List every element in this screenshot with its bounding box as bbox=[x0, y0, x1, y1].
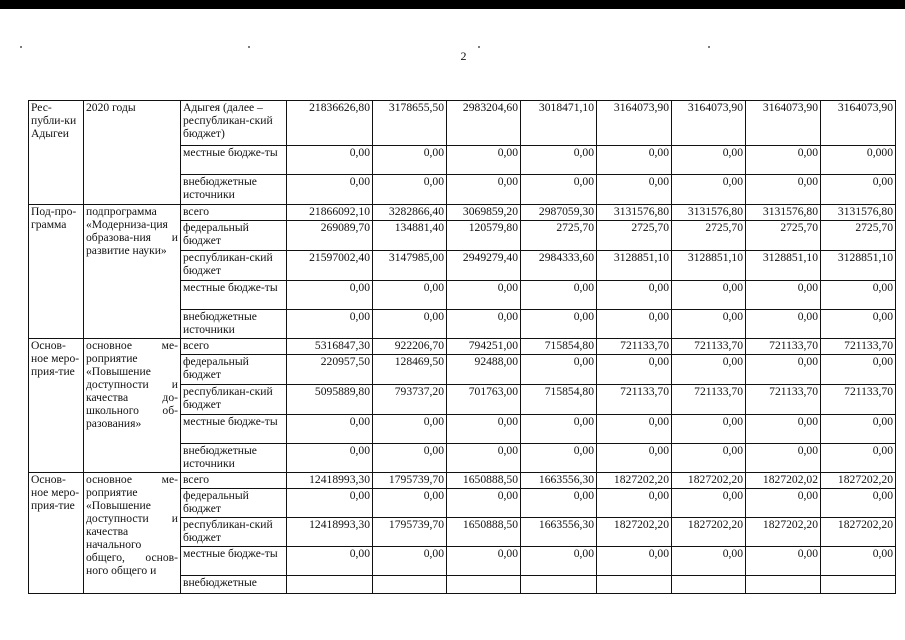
amount-cell: 721133,70 bbox=[597, 339, 672, 355]
amount-cell: 0,000 bbox=[821, 146, 896, 175]
amount-cell: 721133,70 bbox=[746, 339, 821, 355]
amount-cell: 1827202,20 bbox=[821, 473, 896, 489]
amount-cell: 721133,70 bbox=[746, 385, 821, 415]
funding-source-cell: местные бюдже-ты bbox=[181, 281, 287, 310]
amount-cell: 0,00 bbox=[821, 281, 896, 310]
amount-cell: 0,00 bbox=[821, 310, 896, 339]
funding-source-cell: республикан-ский бюджет bbox=[181, 251, 287, 281]
amount-cell: 0,00 bbox=[447, 415, 521, 444]
amount-cell: 220957,50 bbox=[287, 355, 373, 385]
amount-cell: 1795739,70 bbox=[373, 473, 447, 489]
page-number: 2 bbox=[460, 49, 467, 63]
funding-source-cell: внебюджетные источники bbox=[181, 444, 287, 473]
funding-source-cell: местные бюдже-ты bbox=[181, 547, 287, 576]
scan-speck bbox=[248, 46, 250, 48]
amount-cell: 1663556,30 bbox=[521, 518, 597, 547]
table-row bbox=[29, 473, 896, 489]
amount-cell: 0,00 bbox=[521, 310, 597, 339]
amount-cell: 715854,80 bbox=[521, 385, 597, 415]
amount-cell: 0,00 bbox=[597, 146, 672, 175]
amount-cell: 0,00 bbox=[447, 547, 521, 576]
amount-cell: 3128851,10 bbox=[597, 251, 672, 281]
amount-cell: 1827202,20 bbox=[672, 473, 746, 489]
amount-cell: 0,00 bbox=[287, 310, 373, 339]
amount-cell: 0,00 bbox=[672, 310, 746, 339]
amount-cell: 1827202,20 bbox=[597, 473, 672, 489]
amount-cell: 1827202,20 bbox=[672, 518, 746, 547]
funding-source-cell: республикан-ский бюджет bbox=[181, 518, 287, 547]
amount-cell: 1827202,20 bbox=[821, 518, 896, 547]
amount-cell: 269089,70 bbox=[287, 221, 373, 251]
scan-speck bbox=[20, 46, 22, 48]
amount-cell: 0,00 bbox=[287, 146, 373, 175]
amount-cell: 0,00 bbox=[821, 444, 896, 473]
amount-cell: 3164073,90 bbox=[597, 101, 672, 146]
amount-cell: 128469,50 bbox=[373, 355, 447, 385]
amount-cell: 0,00 bbox=[373, 175, 447, 205]
scan-speck bbox=[708, 46, 710, 48]
amount-cell bbox=[373, 576, 447, 594]
amount-cell: 3164073,90 bbox=[672, 101, 746, 146]
amount-cell: 0,00 bbox=[746, 415, 821, 444]
amount-cell: 0,00 bbox=[597, 415, 672, 444]
scan-speck bbox=[478, 46, 480, 48]
amount-cell: 1827202,20 bbox=[597, 518, 672, 547]
amount-cell: 721133,70 bbox=[821, 339, 896, 355]
amount-cell: 0,00 bbox=[521, 146, 597, 175]
amount-cell: 0,00 bbox=[287, 415, 373, 444]
program-name-cell: подпрограмма «Модерниза-ция образова-ния и развитие науки» bbox=[84, 205, 181, 339]
amount-cell: 0,00 bbox=[521, 444, 597, 473]
amount-cell: 0,00 bbox=[287, 547, 373, 576]
amount-cell: 2987059,30 bbox=[521, 205, 597, 221]
amount-cell: 2725,70 bbox=[597, 221, 672, 251]
amount-cell: 1827202,02 bbox=[746, 473, 821, 489]
program-name-cell: основное ме-роприятие «Повышение доступности и качества начального общего, основ-ного общего и bbox=[84, 473, 181, 594]
amount-cell: 3131576,80 bbox=[821, 205, 896, 221]
funding-source-cell: федеральный бюджет bbox=[181, 489, 287, 518]
amount-cell: 1663556,30 bbox=[521, 473, 597, 489]
amount-cell: 0,00 bbox=[672, 444, 746, 473]
amount-cell: 0,00 bbox=[746, 355, 821, 385]
amount-cell: 3128851,10 bbox=[821, 251, 896, 281]
funding-source-cell: всего bbox=[181, 473, 287, 489]
amount-cell: 0,00 bbox=[746, 175, 821, 205]
amount-cell: 21836626,80 bbox=[287, 101, 373, 146]
amount-cell: 701763,00 bbox=[447, 385, 521, 415]
amount-cell: 21866092,10 bbox=[287, 205, 373, 221]
amount-cell: 0,00 bbox=[746, 547, 821, 576]
amount-cell: 2725,70 bbox=[746, 221, 821, 251]
amount-cell: 3131576,80 bbox=[597, 205, 672, 221]
amount-cell: 0,00 bbox=[746, 444, 821, 473]
funding-source-cell: федеральный бюджет bbox=[181, 355, 287, 385]
amount-cell: 5316847,30 bbox=[287, 339, 373, 355]
amount-cell: 0,00 bbox=[672, 415, 746, 444]
amount-cell: 0,00 bbox=[373, 281, 447, 310]
amount-cell: 0,00 bbox=[287, 175, 373, 205]
amount-cell: 0,00 bbox=[287, 489, 373, 518]
amount-cell: 2984333,60 bbox=[521, 251, 597, 281]
amount-cell: 0,00 bbox=[521, 415, 597, 444]
amount-cell: 0,00 bbox=[672, 355, 746, 385]
funding-source-cell: внебюджетные источники bbox=[181, 310, 287, 339]
status-cell: Основ-ное меро-прия-тие bbox=[29, 473, 84, 594]
amount-cell bbox=[287, 576, 373, 594]
funding-source-cell: Адыгея (далее – республикан-ский бюджет) bbox=[181, 101, 287, 146]
amount-cell: 0,00 bbox=[287, 444, 373, 473]
amount-cell: 0,00 bbox=[447, 310, 521, 339]
amount-cell: 721133,70 bbox=[672, 385, 746, 415]
amount-cell: 12418993,30 bbox=[287, 473, 373, 489]
amount-cell: 0,00 bbox=[373, 146, 447, 175]
table-row bbox=[29, 205, 896, 221]
amount-cell: 3131576,80 bbox=[672, 205, 746, 221]
status-cell: Рес-публи-ки Адыгеи bbox=[29, 101, 84, 205]
amount-cell: 0,00 bbox=[746, 146, 821, 175]
amount-cell: 0,00 bbox=[373, 310, 447, 339]
amount-cell: 0,00 bbox=[672, 547, 746, 576]
amount-cell: 3131576,80 bbox=[746, 205, 821, 221]
amount-cell: 92488,00 bbox=[447, 355, 521, 385]
table-row bbox=[29, 101, 896, 146]
amount-cell: 0,00 bbox=[521, 281, 597, 310]
amount-cell: 0,00 bbox=[746, 281, 821, 310]
amount-cell: 0,00 bbox=[447, 444, 521, 473]
amount-cell: 0,00 bbox=[373, 489, 447, 518]
amount-cell: 3282866,40 bbox=[373, 205, 447, 221]
amount-cell: 0,00 bbox=[597, 547, 672, 576]
amount-cell: 0,00 bbox=[597, 444, 672, 473]
amount-cell: 2725,70 bbox=[521, 221, 597, 251]
amount-cell: 0,00 bbox=[821, 489, 896, 518]
amount-cell: 715854,80 bbox=[521, 339, 597, 355]
amount-cell: 0,00 bbox=[447, 489, 521, 518]
amount-cell: 0,00 bbox=[672, 146, 746, 175]
funding-source-cell: внебюджетные источники bbox=[181, 175, 287, 205]
amount-cell: 3069859,20 bbox=[447, 205, 521, 221]
amount-cell: 794251,00 bbox=[447, 339, 521, 355]
amount-cell: 3018471,10 bbox=[521, 101, 597, 146]
amount-cell: 1827202,20 bbox=[746, 518, 821, 547]
amount-cell: 120579,80 bbox=[447, 221, 521, 251]
amount-cell bbox=[672, 576, 746, 594]
amount-cell bbox=[521, 576, 597, 594]
funding-source-cell: внебюджетные bbox=[181, 576, 287, 594]
amount-cell: 0,00 bbox=[521, 355, 597, 385]
amount-cell: 721133,70 bbox=[821, 385, 896, 415]
amount-cell bbox=[821, 576, 896, 594]
amount-cell: 721133,70 bbox=[597, 385, 672, 415]
amount-cell: 3178655,50 bbox=[373, 101, 447, 146]
amount-cell: 922206,70 bbox=[373, 339, 447, 355]
amount-cell: 0,00 bbox=[672, 489, 746, 518]
amount-cell: 0,00 bbox=[746, 489, 821, 518]
amount-cell: 0,00 bbox=[373, 547, 447, 576]
amount-cell: 1650888,50 bbox=[447, 473, 521, 489]
program-name-cell: 2020 годы bbox=[84, 101, 181, 205]
amount-cell bbox=[746, 576, 821, 594]
amount-cell: 0,00 bbox=[597, 175, 672, 205]
amount-cell: 1795739,70 bbox=[373, 518, 447, 547]
amount-cell: 0,00 bbox=[521, 489, 597, 518]
amount-cell: 0,00 bbox=[373, 444, 447, 473]
table-row bbox=[29, 339, 896, 355]
amount-cell bbox=[597, 576, 672, 594]
amount-cell: 0,00 bbox=[597, 310, 672, 339]
amount-cell: 1650888,50 bbox=[447, 518, 521, 547]
amount-cell bbox=[447, 576, 521, 594]
amount-cell: 12418993,30 bbox=[287, 518, 373, 547]
amount-cell: 0,00 bbox=[447, 281, 521, 310]
amount-cell: 0,00 bbox=[672, 175, 746, 205]
amount-cell: 0,00 bbox=[672, 281, 746, 310]
amount-cell: 0,00 bbox=[821, 175, 896, 205]
amount-cell: 3147985,00 bbox=[373, 251, 447, 281]
amount-cell: 2725,70 bbox=[821, 221, 896, 251]
status-cell: Под-про-грамма bbox=[29, 205, 84, 339]
funding-source-cell: всего bbox=[181, 205, 287, 221]
amount-cell: 0,00 bbox=[373, 415, 447, 444]
funding-source-cell: местные бюдже-ты bbox=[181, 415, 287, 444]
amount-cell: 0,00 bbox=[597, 489, 672, 518]
status-cell: Основ-ное меро-прия-тие bbox=[29, 339, 84, 473]
funding-source-cell: федеральный бюджет bbox=[181, 221, 287, 251]
funding-source-cell: республикан-ский бюджет bbox=[181, 385, 287, 415]
amount-cell: 793737,20 bbox=[373, 385, 447, 415]
amount-cell: 134881,40 bbox=[373, 221, 447, 251]
budget-table-body bbox=[29, 101, 896, 594]
amount-cell: 0,00 bbox=[521, 175, 597, 205]
funding-source-cell: всего bbox=[181, 339, 287, 355]
amount-cell: 0,00 bbox=[287, 281, 373, 310]
amount-cell: 0,00 bbox=[821, 415, 896, 444]
amount-cell: 0,00 bbox=[821, 355, 896, 385]
amount-cell: 3128851,10 bbox=[746, 251, 821, 281]
program-name-cell: основное ме-роприятие «Повышение доступности и качества до-школьного об-разования» bbox=[84, 339, 181, 473]
amount-cell: 3164073,90 bbox=[746, 101, 821, 146]
amount-cell: 2983204,60 bbox=[447, 101, 521, 146]
budget-table bbox=[28, 100, 896, 594]
amount-cell: 0,00 bbox=[447, 146, 521, 175]
amount-cell: 2949279,40 bbox=[447, 251, 521, 281]
amount-cell: 2725,70 bbox=[672, 221, 746, 251]
scan-top-border bbox=[0, 0, 905, 9]
funding-source-cell: местные бюдже-ты bbox=[181, 146, 287, 175]
amount-cell: 0,00 bbox=[746, 310, 821, 339]
amount-cell: 0,00 bbox=[821, 547, 896, 576]
amount-cell: 3128851,10 bbox=[672, 251, 746, 281]
amount-cell: 0,00 bbox=[447, 175, 521, 205]
amount-cell: 21597002,40 bbox=[287, 251, 373, 281]
amount-cell: 0,00 bbox=[597, 281, 672, 310]
amount-cell: 0,00 bbox=[521, 547, 597, 576]
amount-cell: 0,00 bbox=[597, 355, 672, 385]
amount-cell: 3164073,90 bbox=[821, 101, 896, 146]
amount-cell: 721133,70 bbox=[672, 339, 746, 355]
amount-cell: 5095889,80 bbox=[287, 385, 373, 415]
